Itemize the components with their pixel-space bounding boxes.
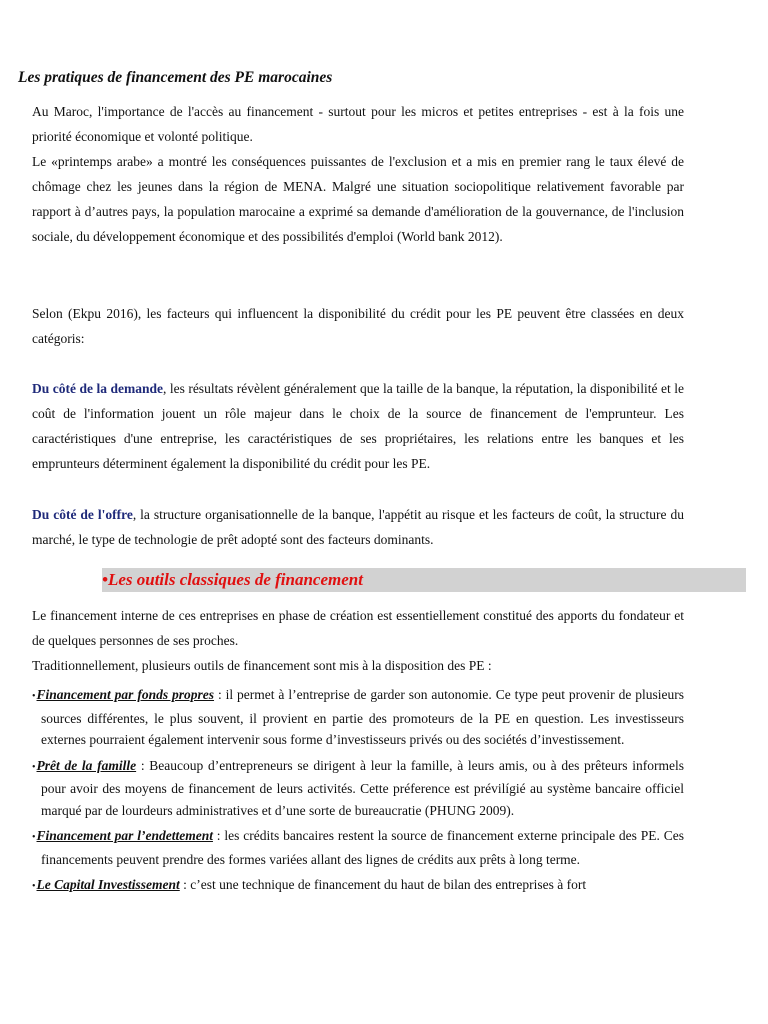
bullet-icon: • <box>32 761 36 773</box>
term-fonds-propres: Financement par fonds propres <box>36 687 215 702</box>
offer-side-label: Du côté de l'offre <box>32 507 133 522</box>
paragraph-demand-side <box>32 376 684 476</box>
paragraph-maroc: Au Maroc, l'importance de l'accès au financement - surtout pour les micros et petites entreprises - est à la fois une priorité économique et volonté politique. <box>32 104 684 144</box>
financing-tools-list <box>32 684 684 902</box>
term-endettement: Financement par l’endettement <box>36 828 213 843</box>
bullet-icon: • <box>32 832 36 843</box>
paragraph-printemps-arabe: Le «printemps arabe» a montré les conséquences puissantes de l'exclusion et a mis en premier rang le taux élevé de chômage chez les jeunes dans la région de MENA. Malgré une situation sociopolitique relativement favorable par rapport à d’autres pays, la population marocaine a exprimé sa demande d'amélioration de la gouvernance, de l'inclusion sociale, du développement économique et des possibilités d'emploi (World bank 2012). <box>32 154 684 244</box>
paragraph-financement-interne: Le financement interne de ces entreprises en phase de création est essentiellement constitué des apports du fondateur et de quelques personnes de ses proches. <box>32 608 684 648</box>
list-item-pret-famille <box>32 755 684 822</box>
term-capital-investissement: Le Capital Investissement <box>36 877 180 892</box>
paragraph-offer-side <box>32 502 684 552</box>
bullet-icon: • <box>32 691 36 702</box>
demand-side-label: Du côté de la demande <box>32 381 163 396</box>
section-title-bullet: • <box>102 570 108 589</box>
text-pret-famille: : Beaucoup d’entrepreneurs se dirigent à leur la famille, à leurs amis, ou à des prêteurs informels pour avoir des moyens de financement de leurs activités. Cette préference est prévilígié au système bancaire officiel marqué par de lourdeurs administratives et d’une sorte de bureaucratie (PHUNG 2009). <box>41 757 684 818</box>
text-capital-investissement: : c’est une technique de financement du haut de bilan des entreprises à fort <box>179 877 587 892</box>
section-title-text: Les outils classiques de financement <box>107 570 363 589</box>
paragraph-traditionnellement: Traditionnellement, plusieurs outils de financement sont mis à la disposition des PE : <box>32 658 492 673</box>
list-item-fonds-propres <box>32 684 684 751</box>
section-title <box>102 568 363 592</box>
offer-side-text: , la structure organisationnelle de la banque, l'appétit au risque et les facteurs de coût, la structure du marché, le type de technologie de prêt adopté sont des facteurs dominants. <box>32 507 684 547</box>
term-pret-famille: Prêt de la famille <box>36 757 137 773</box>
paragraph-ekpu: Selon (Ekpu 2016), les facteurs qui influencent la disponibilité du crédit pour les PE peuvent être classées en deux catégoris: <box>32 306 684 346</box>
text-fonds-propres: : il permet à l’entreprise de garder son autonomie. Ce type peut provenir de plusieurs sources différentes, le plus souvent, il provient en partie des promoteurs de la PE en question. Les investisseurs externes pourraient également intervenir sous forme d’investisseurs privés ou des sociétés d’investissement. <box>41 687 684 747</box>
section-heading: Les pratiques de financement des PE marocaines <box>18 69 333 86</box>
text-endettement: : les crédits bancaires restent la source de financement externe principale des PE. Ces financements peuvent prendre des formes variées allant des lignes de crédits aux prêts à long terme. <box>41 828 684 867</box>
demand-side-text: , les résultats révèlent généralement que la taille de la banque, la réputation, la disponibilité et le coût de l'information jouent un rôle majeur dans le choix de la source de financement de l'emprunteur. Les caractéristiques d'une entreprise, les caractéristiques de ses propriétaires, les relations entre les banques et les emprunteurs déterminent également la disponibilité du crédit pour les PE. <box>32 381 685 471</box>
list-item-endettement <box>32 825 684 870</box>
bullet-icon: • <box>32 881 36 892</box>
list-item-capital-investissement <box>32 874 684 898</box>
